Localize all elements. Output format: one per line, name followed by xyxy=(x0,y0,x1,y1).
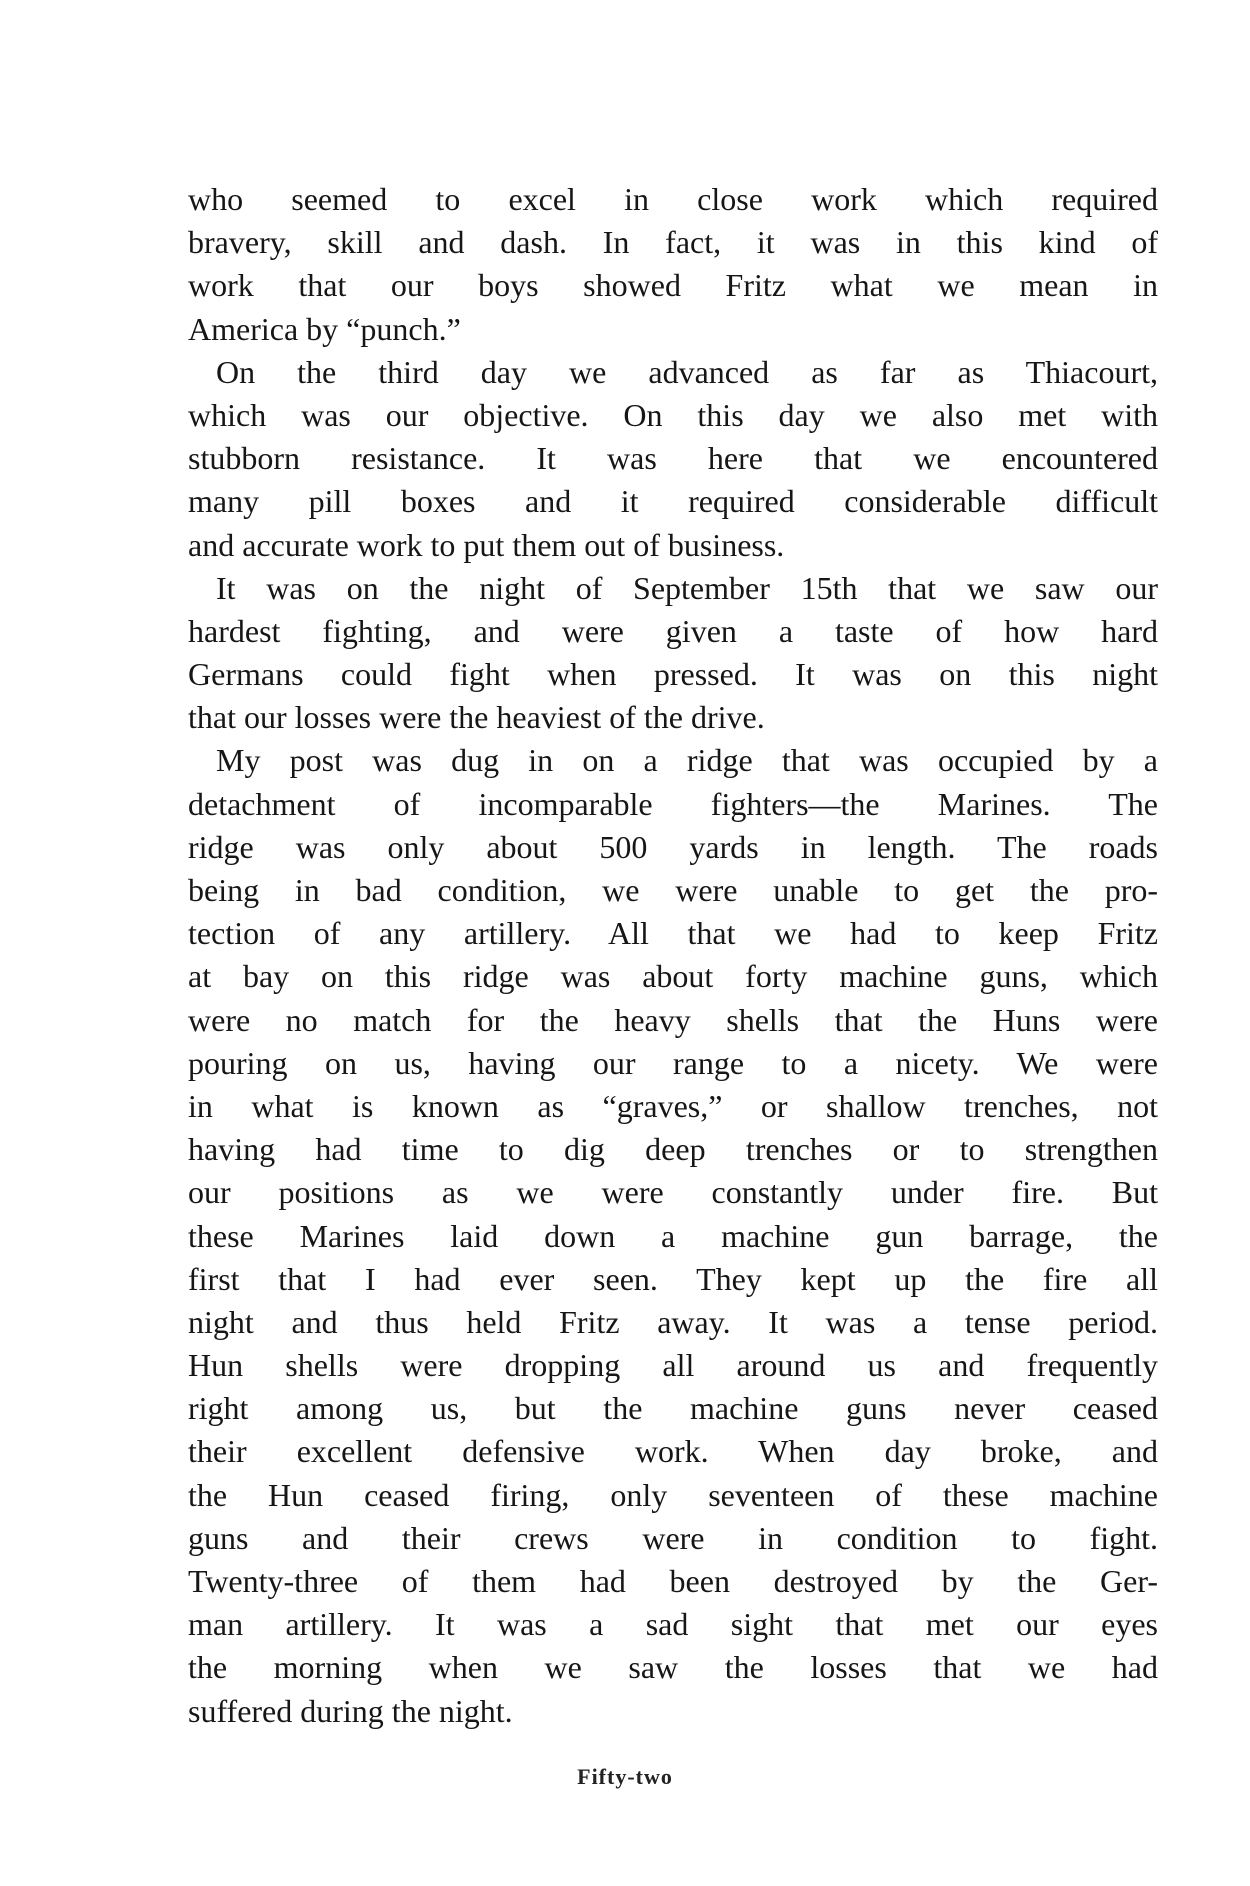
paragraph xyxy=(188,567,1158,740)
text-line: man artillery. It was a sad sight that met our eyes xyxy=(188,1606,1158,1643)
text-line: our positions as we were constantly under fire. But xyxy=(188,1174,1158,1211)
text-line: Twenty-three of them had been destroyed by the Ger- xyxy=(188,1563,1158,1599)
text-line: having had time to dig deep trenches or to strengthen xyxy=(188,1131,1158,1168)
text-line: in what is known as “graves,” or shallow trenches, not xyxy=(188,1087,1158,1124)
body-text xyxy=(188,178,1158,1733)
text-line: which was our objective. On this day we also met with xyxy=(188,396,1158,433)
text-line: pouring on us, having our range to a nicety. We were xyxy=(188,1044,1158,1081)
text-line: who seemed to excel in close work which required xyxy=(188,181,1158,217)
text-line: that our losses were the heaviest of the drive. xyxy=(188,699,765,736)
text-line: ridge was only about 500 yards in length. The roads xyxy=(188,828,1158,865)
text-line: and accurate work to put them out of business. xyxy=(188,526,785,563)
paragraph xyxy=(188,351,1158,567)
text-line: suffered during the night. xyxy=(188,1692,513,1729)
paragraph xyxy=(188,739,1158,1732)
text-line: right among us, but the machine guns never ceased xyxy=(188,1390,1158,1427)
page-number: Fifty-two xyxy=(577,1764,673,1789)
text-line: America by “punch.” xyxy=(188,310,461,347)
text-line: On the third day we advanced as far as Thiacourt, xyxy=(216,353,1158,390)
text-line: at bay on this ridge was about forty machine guns, which xyxy=(188,958,1158,995)
text-line: being in bad condition, we were unable to get the pro- xyxy=(188,872,1158,908)
text-line: were no match for the heavy shells that the Huns were xyxy=(188,1001,1158,1038)
text-line: It was on the night of September 15th that we saw our xyxy=(216,569,1158,606)
text-line: Hun shells were dropping all around us and frequently xyxy=(188,1347,1158,1384)
text-line: tection of any artillery. All that we had to keep Fritz xyxy=(188,915,1158,952)
text-line: many pill boxes and it required considerable difficult xyxy=(188,483,1158,520)
text-line: detachment of incomparable fighters—the Marines. The xyxy=(188,785,1158,822)
text-line: bravery, skill and dash. In fact, it was in this kind of xyxy=(188,224,1158,261)
text-line: first that I had ever seen. They kept up the fire all xyxy=(188,1260,1158,1297)
text-line: work that our boys showed Fritz what we mean in xyxy=(188,267,1158,304)
text-line: stubborn resistance. It was here that we encountered xyxy=(188,440,1158,477)
text-line: Germans could fight when pressed. It was on this night xyxy=(188,656,1158,693)
text-line: the Hun ceased firing, only seventeen of these machine xyxy=(188,1476,1158,1513)
text-line: their excellent defensive work. When day broke, and xyxy=(188,1433,1158,1470)
text-line: the morning when we saw the losses that we had xyxy=(188,1649,1158,1686)
text-line: guns and their crews were in condition to fight. xyxy=(188,1519,1158,1556)
text-line: night and thus held Fritz away. It was a tense period. xyxy=(188,1303,1158,1340)
text-line: hardest fighting, and were given a taste of how hard xyxy=(188,612,1158,649)
text-line: My post was dug in on a ridge that was occupied by a xyxy=(216,742,1158,779)
paragraph xyxy=(188,178,1158,351)
text-line: these Marines laid down a machine gun barrage, the xyxy=(188,1217,1158,1254)
